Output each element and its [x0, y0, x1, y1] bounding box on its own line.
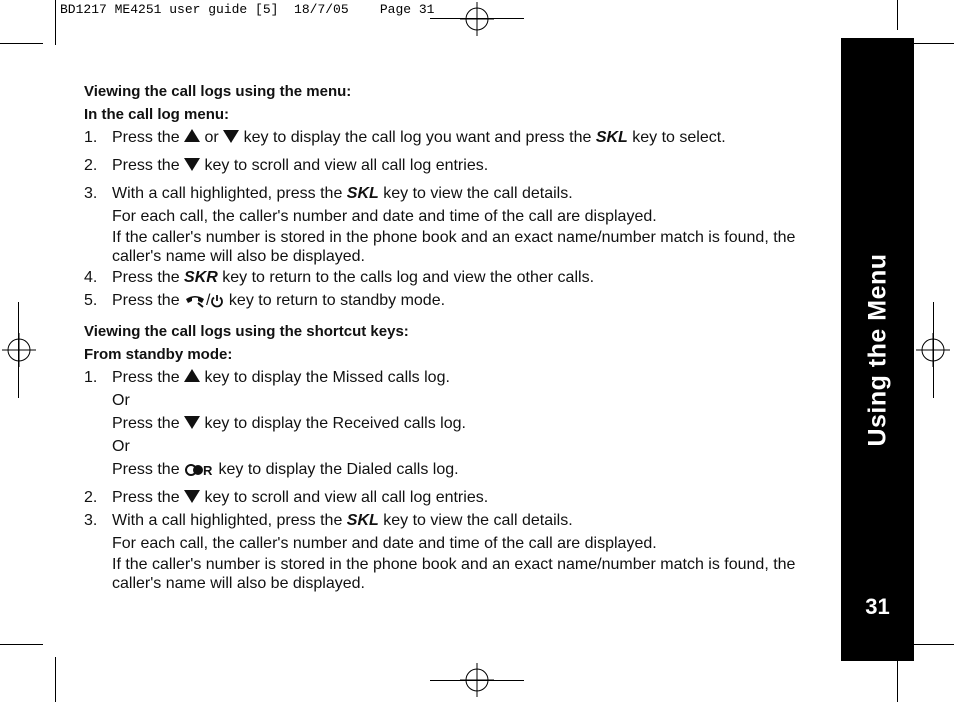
- detail-text: Press the R key to display the Dialed calls log.: [112, 461, 459, 478]
- list-item: 1. Press the or key to display the call log you want and press the SKL key to select.: [84, 129, 726, 146]
- detail-text: If the caller's number is stored in the phone book and an exact name/number match is found, the caller's name will also be displayed.: [112, 556, 796, 592]
- down-arrow-key-icon: [184, 158, 200, 171]
- list-item: 4. Press the SKR key to return to the calls log and view the other calls.: [84, 269, 595, 286]
- crop-mark: [55, 0, 56, 45]
- section-subheading: In the call log menu:: [84, 106, 230, 123]
- list-item: 5. Press the / key to return to standby mode.: [84, 292, 446, 309]
- registration-mark-icon: [916, 333, 950, 367]
- list-item: 2. Press the key to scroll and view all call log entries.: [84, 157, 489, 174]
- print-slug: BD1217 ME4251 user guide [5] 18/7/05 Page 31: [60, 2, 435, 17]
- crop-mark: [912, 644, 954, 645]
- detail-text: If the caller's number is stored in the phone book and an exact name/number match is found, the caller's name will also be displayed.: [112, 229, 796, 265]
- list-item: 3. With a call highlighted, press the SKL key to view the call details.: [84, 185, 573, 202]
- or-text: Or: [112, 392, 130, 409]
- down-arrow-key-icon: [184, 416, 200, 429]
- list-item: 1. Press the key to display the Missed calls log.: [84, 369, 450, 386]
- sidebar-title: Using the Menu: [863, 253, 892, 447]
- crop-mark: [897, 0, 898, 30]
- end-call-icon: [184, 294, 206, 308]
- detail-text: For each call, the caller's number and date and time of the call are displayed.: [112, 535, 657, 552]
- detail-text: Press the key to display the Received calls log.: [112, 415, 466, 432]
- or-text: Or: [112, 438, 130, 455]
- up-arrow-key-icon: [184, 369, 200, 382]
- section-heading: Viewing the call logs using the shortcut keys:: [84, 323, 409, 340]
- crop-mark: [0, 644, 43, 645]
- power-icon: [210, 294, 224, 308]
- page-number: 31: [865, 594, 890, 619]
- list-item: 3. With a call highlighted, press the SKL key to view the call details.: [84, 512, 573, 529]
- registration-mark-icon: [2, 333, 36, 367]
- crop-mark: [897, 657, 898, 702]
- section-subheading: From standby mode:: [84, 346, 233, 363]
- main-content: [84, 80, 829, 593]
- crop-mark: [55, 657, 56, 702]
- down-arrow-key-icon: [184, 490, 200, 503]
- crop-mark: [0, 43, 43, 44]
- svg-text:R: R: [203, 462, 213, 478]
- list-item: 2. Press the key to scroll and view all call log entries.: [84, 489, 489, 506]
- section-heading: Viewing the call logs using the menu:: [84, 83, 352, 100]
- down-arrow-key-icon: [223, 130, 239, 143]
- registration-mark-icon: [460, 663, 494, 697]
- detail-text: For each call, the caller's number and date and time of the call are displayed.: [112, 208, 657, 225]
- crop-mark: [912, 43, 954, 44]
- up-arrow-key-icon: [184, 129, 200, 142]
- redial-key-icon: [184, 462, 214, 478]
- registration-mark-icon: [460, 2, 494, 36]
